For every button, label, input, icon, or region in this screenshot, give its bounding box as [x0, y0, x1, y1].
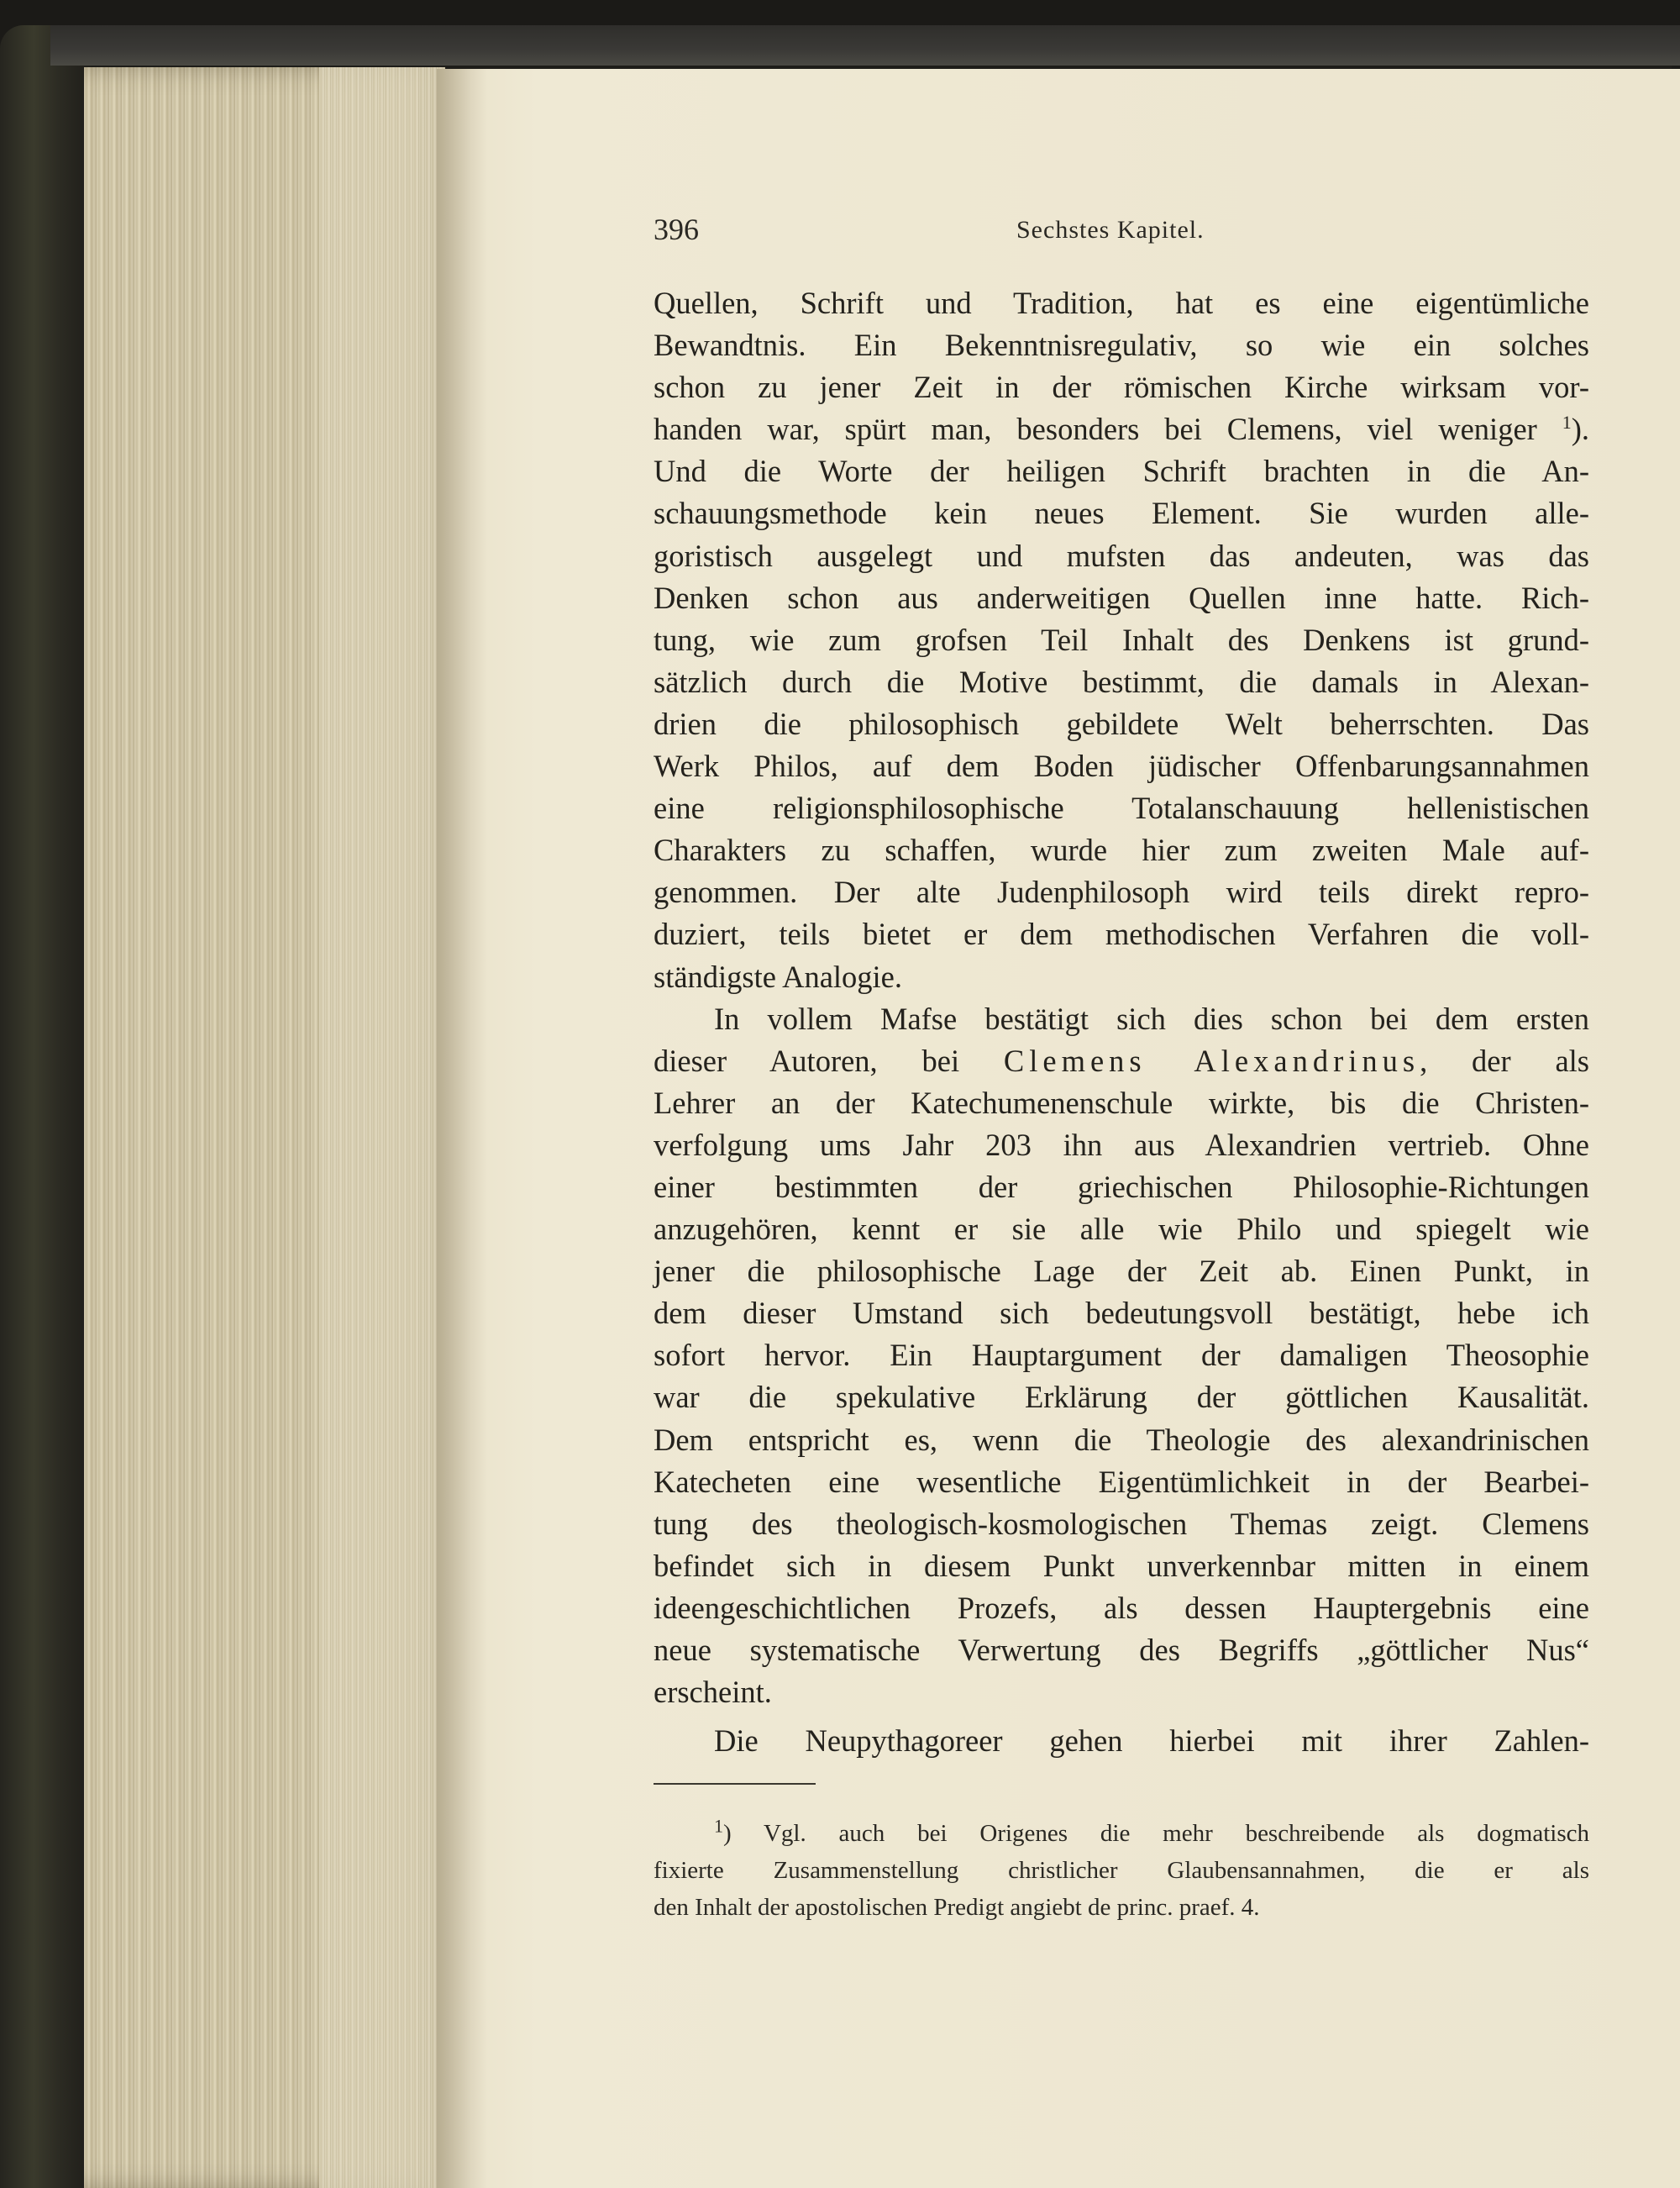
footnote-rule: [654, 1783, 816, 1785]
page-number: 396: [654, 213, 699, 246]
cover-top-edge: [50, 25, 1680, 66]
running-title: Sechstes Kapitel.: [1016, 216, 1205, 244]
text-line: [654, 408, 1589, 450]
text-line: schauungsmethode kein neues Element. Sie wurden alle-: [654, 496, 1589, 531]
text-line: ständigste Analogie.: [654, 959, 903, 994]
text-line: war die spekulative Erklärung der göttlichen Kausalität.: [654, 1380, 1589, 1415]
text-line: Quellen, Schrift und Tradition, hat es eine eigentümliche: [654, 286, 1589, 320]
text-line: Bewandtnis. Ein Bekenntnisregulativ, so wie ein solches: [654, 328, 1589, 363]
text-line-content: , der als: [1420, 1043, 1589, 1078]
text-line: Lehrer an der Katechumenenschule wirkte, bis die Christen-: [654, 1085, 1589, 1120]
text-line: Katecheten eine wesentliche Eigentümlichkeit in der Bearbei-: [654, 1464, 1589, 1499]
text-line: [654, 1040, 1589, 1082]
text-line: neue systematische Verwertung des Begriffs „göttlicher Nus“: [654, 1633, 1589, 1667]
text-line: Dem entspricht es, wenn die Theologie des alexandrinischen: [654, 1422, 1589, 1457]
text-line: Charakters zu schaffen, wurde hier zum zweiten Male auf-: [654, 833, 1589, 868]
text-line: Die Neupythagoreer gehen hierbei mit ihrer Zahlen-: [714, 1723, 1589, 1759]
text-line: Werk Philos, auf dem Boden jüdischer Offenbarungsannahmen: [654, 749, 1589, 784]
footnote-line: fixierte Zusammenstellung christlicher Glaubensannahmen, die er als: [654, 1857, 1589, 1884]
text-line: befindet sich in diesem Punkt unverkennbar mitten in einem: [654, 1548, 1589, 1583]
text-line: dem dieser Umstand sich bedeutungsvoll bestätigt, hebe ich: [654, 1296, 1589, 1331]
footnote-marker: 1: [714, 1815, 723, 1837]
text-line: tung des theologisch-kosmologischen Themas zeigt. Clemens: [654, 1506, 1589, 1541]
text-line: sofort hervor. Ein Hauptargument der damaligen Theosophie: [654, 1338, 1589, 1373]
text-line: genommen. Der alte Judenphilosoph wird teils direkt repro-: [654, 875, 1589, 910]
gutter-shadow: [437, 69, 487, 2188]
page-header: [654, 212, 1594, 254]
text-line: jener die philosophische Lage der Zeit ab. Einen Punkt, in: [654, 1254, 1589, 1289]
footnote-reference: 1: [1562, 412, 1572, 434]
text-line: einer bestimmten der griechischen Philosophie-Richtungen: [654, 1169, 1589, 1204]
text-line: goristisch ausgelegt und mufsten das andeuten, was das: [654, 538, 1589, 573]
text-line: anzugehören, kennt er sie alle wie Philo und spiegelt wie: [654, 1212, 1589, 1247]
text-line: tung, wie zum grofsen Teil Inhalt des Denkens ist grund-: [654, 622, 1589, 657]
footnotes: [654, 1815, 1589, 1926]
footnote-line: den Inhalt der apostolischen Predigt angiebt de princ. praef. 4.: [654, 1894, 1260, 1921]
text-line: Und die Worte der heiligen Schrift brachten in die An-: [654, 454, 1589, 489]
text-line: drien die philosophisch gebildete Welt beherrschten. Das: [654, 706, 1589, 741]
text-line: In vollem Mafse bestätigt sich dies schon bei dem ersten: [714, 1001, 1589, 1036]
footnote-line: [654, 1815, 1589, 1852]
text-line: schon zu jener Zeit in der römischen Kirche wirksam vor-: [654, 370, 1589, 405]
text-line: duziert, teils bietet er dem methodischen Verfahren die voll-: [654, 917, 1589, 952]
text-line-content: dieser Autoren, bei: [654, 1043, 960, 1078]
footnote-reference-suffix: ).: [1571, 412, 1589, 447]
body-text: [654, 282, 1589, 1762]
footnote-text: Vgl. auch bei Origenes die mehr beschreibende als dogmatisch: [763, 1820, 1589, 1847]
footnote-marker-suffix: ): [723, 1820, 732, 1847]
text-line: Denken schon aus anderweitigen Quellen inne hatte. Rich-: [654, 580, 1589, 615]
text-line: sätzlich durch die Motive bestimmt, die damals in Alexan-: [654, 664, 1589, 699]
text-line: eine religionsphilosophische Totalanschauung hellenistischen: [654, 791, 1589, 826]
text-line: verfolgung ums Jahr 203 ihn aus Alexandrien vertrieb. Ohne: [654, 1127, 1589, 1162]
text-line: erscheint.: [654, 1675, 772, 1710]
text-line: ideengeschichtlichen Prozefs, als dessen Hauptergebnis eine: [654, 1590, 1589, 1625]
spaced-name: Clemens Alexandrinus: [1003, 1043, 1420, 1078]
left-page-stack-edge: [319, 67, 445, 2188]
text-line-content: handen war, spürt man, besonders bei Clemens, viel weniger: [654, 412, 1537, 447]
